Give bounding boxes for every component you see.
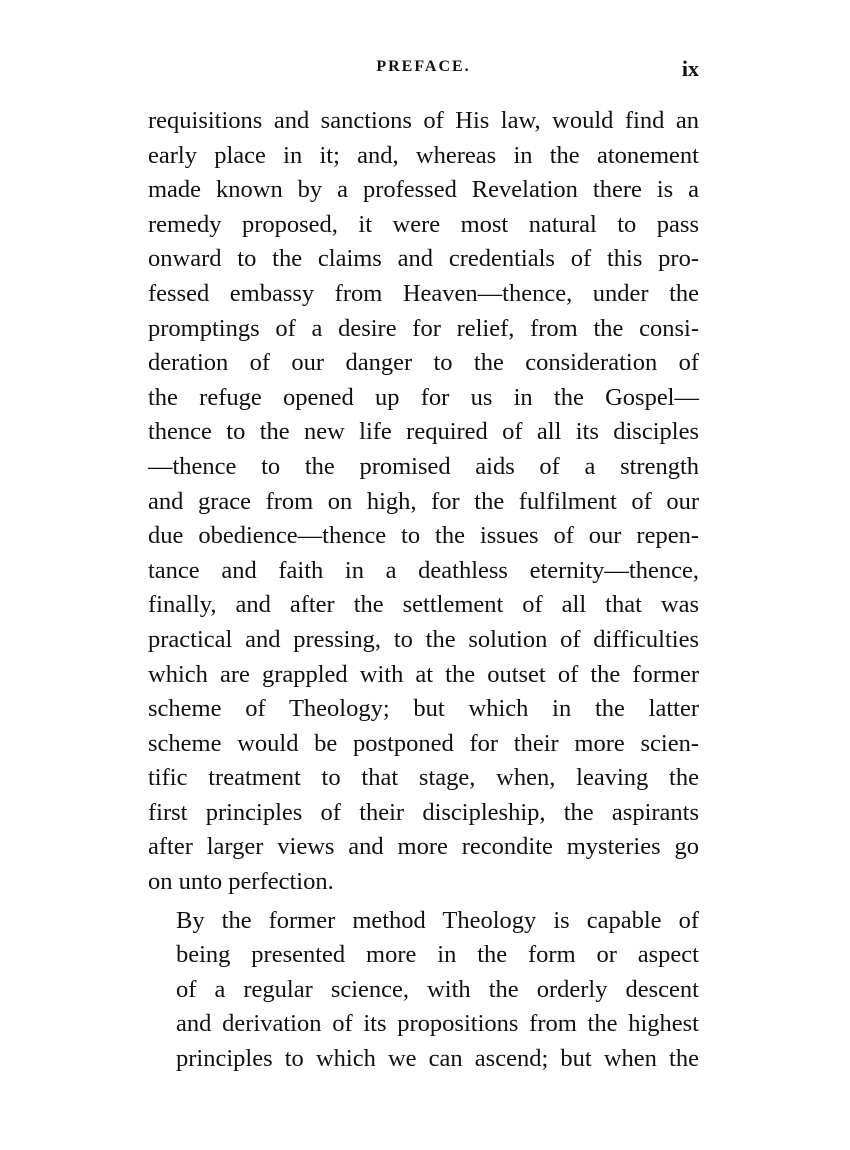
text-line: promptings of a desire for relief, from the consi- [148,314,699,342]
text-line: made known by a professed Revelation there is a [148,176,699,204]
paragraph-1 [148,104,699,900]
text-line: finally, and after the settlement of all that was [148,591,699,619]
text-line: of a regular science, with the orderly descent [176,975,699,1003]
text-line: being presented more in the form or aspect [176,941,699,969]
page-header-title: PREFACE. [376,58,471,75]
text-line: deration of our danger to the consideration of [148,349,699,377]
text-line: thence to the new life required of all its disciples [148,418,699,446]
body-text [148,104,699,1077]
text-line: onward to the claims and credentials of this pro- [148,245,699,273]
text-line: tific treatment to that stage, when, leaving the [148,764,699,792]
text-line: after larger views and more recondite mysteries go [148,833,699,861]
text-line: due obedience—thence to the issues of our repen- [148,522,699,550]
text-line: first principles of their discipleship, the aspirants [148,798,699,826]
text-line: and derivation of its propositions from the highest [176,1010,699,1038]
text-line: principles to which we can ascend; but when the [176,1045,699,1073]
text-line: requisitions and sanctions of His law, would find an [148,107,699,134]
text-line: on unto perfection. [148,868,334,896]
running-head [148,58,699,88]
text-line: remedy proposed, it were most natural to pass [148,210,699,238]
text-line: —thence to the promised aids of a strength [148,452,699,480]
text-line: practical and pressing, to the solution of difficulties [148,625,699,653]
page-number: ix [681,56,699,81]
text-line: early place in it; and, whereas in the atonement [148,141,699,169]
text-line: By the former method Theology is capable of [176,906,699,934]
text-line: fessed embassy from Heaven—thence, under the [148,279,699,307]
text-line: tance and faith in a deathless eternity—thence, [148,556,699,584]
paragraph-2 [148,904,699,1077]
text-line: scheme of Theology; but which in the latter [148,695,699,723]
text-line: the refuge opened up for us in the Gospel— [148,383,699,411]
text-line: which are grappled with at the outset of the former [148,660,699,688]
text-line: scheme would be postponed for their more scien- [148,729,699,757]
text-line: and grace from on high, for the fulfilment of our [148,487,699,515]
